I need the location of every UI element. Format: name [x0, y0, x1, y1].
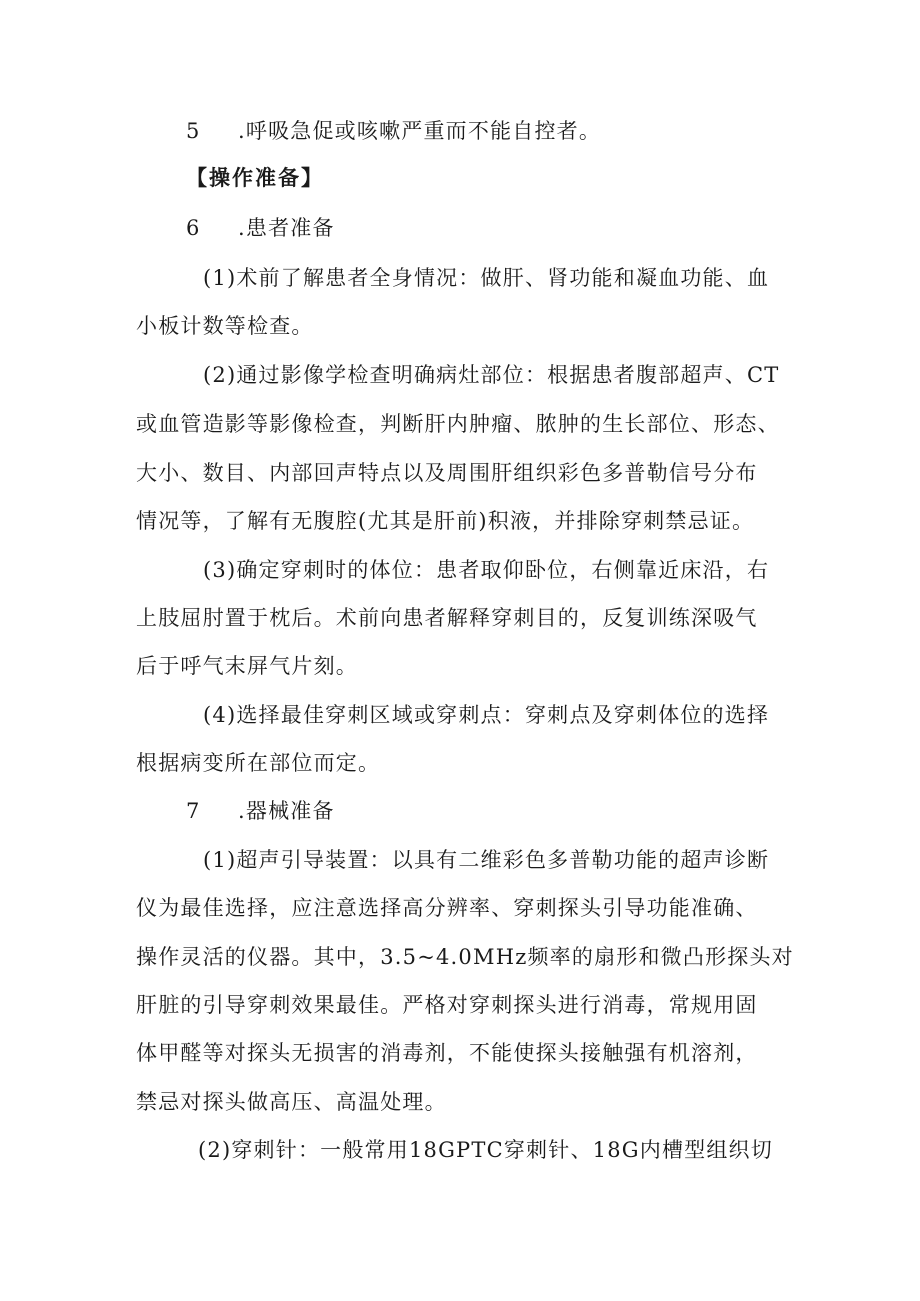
- paragraph-6-3-line-3: 后于呼气末屏气片刻。: [136, 654, 358, 678]
- paragraph-6-1-line-1: (1)术前了解患者全身情况：做肝、肾功能和凝血功能、血: [203, 266, 770, 290]
- paragraph-7-1-line-3: 操作灵活的仪器。其中，3.5~4.0MHz频率的扇形和微凸形探头对: [136, 945, 794, 969]
- item-6-text: .患者准备: [238, 216, 335, 240]
- paragraph-6-2-line-3: 大小、数目、内部回声特点以及周围肝组织彩色多普勒信号分布: [136, 461, 758, 485]
- paragraph-6-2-line-2: 或血管造影等影像检查，判断肝内肿瘤、脓肿的生长部位、形态、: [136, 412, 780, 436]
- paragraph-7-2-line-1: (2)穿刺针：一般常用18GPTC穿刺针、18G内槽型组织切: [198, 1138, 773, 1162]
- paragraph-7-1-line-4: 肝脏的引导穿刺效果最佳。严格对穿刺探头进行消毒，常规用固: [136, 993, 758, 1017]
- paragraph-7-1-line-2: 仪为最佳选择，应注意选择高分辨率、穿刺探头引导功能准确、: [136, 896, 758, 920]
- paragraph-7-1-line-1: (1)超声引导装置：以具有二维彩色多普勒功能的超声诊断: [203, 848, 770, 872]
- item-7-text: .器械准备: [238, 799, 335, 823]
- paragraph-6-2-line-4: 情况等，了解有无腹腔(尤其是肝前)积液，并排除穿刺禁忌证。: [136, 509, 755, 533]
- item-5: [186, 116, 601, 146]
- paragraph-6-4-line-1: (4)选择最佳穿刺区域或穿刺点：穿刺点及穿刺体位的选择: [203, 703, 770, 727]
- paragraph-6-1-line-2: 小板计数等检查。: [136, 314, 314, 338]
- paragraph-6-4-line-2: 根据病变所在部位而定。: [136, 751, 381, 775]
- item-5-text: .呼吸急促或咳嗽严重而不能自控者。: [238, 119, 602, 143]
- item-6: [186, 213, 335, 243]
- item-6-number: 6: [186, 216, 201, 240]
- section-heading: 【操作准备】: [186, 166, 324, 190]
- paragraph-6-3-line-1: (3)确定穿刺时的体位：患者取仰卧位，右侧靠近床沿，右: [203, 558, 770, 582]
- item-5-number: 5: [186, 119, 201, 143]
- paragraph-7-1-line-6: 禁忌对探头做高压、高温处理。: [136, 1090, 447, 1114]
- paragraph-7-1-line-5: 体甲醛等对探头无损害的消毒剂，不能使探头接触强有机溶剂，: [136, 1041, 758, 1065]
- paragraph-6-2-line-1: (2)通过影像学检查明确病灶部位：根据患者腹部超声、CT: [203, 363, 780, 387]
- paragraph-6-3-line-2: 上肢屈肘置于枕后。术前向患者解释穿刺目的，反复训练深吸气: [136, 606, 758, 630]
- item-7-number: 7: [186, 799, 201, 823]
- item-7: [186, 796, 335, 826]
